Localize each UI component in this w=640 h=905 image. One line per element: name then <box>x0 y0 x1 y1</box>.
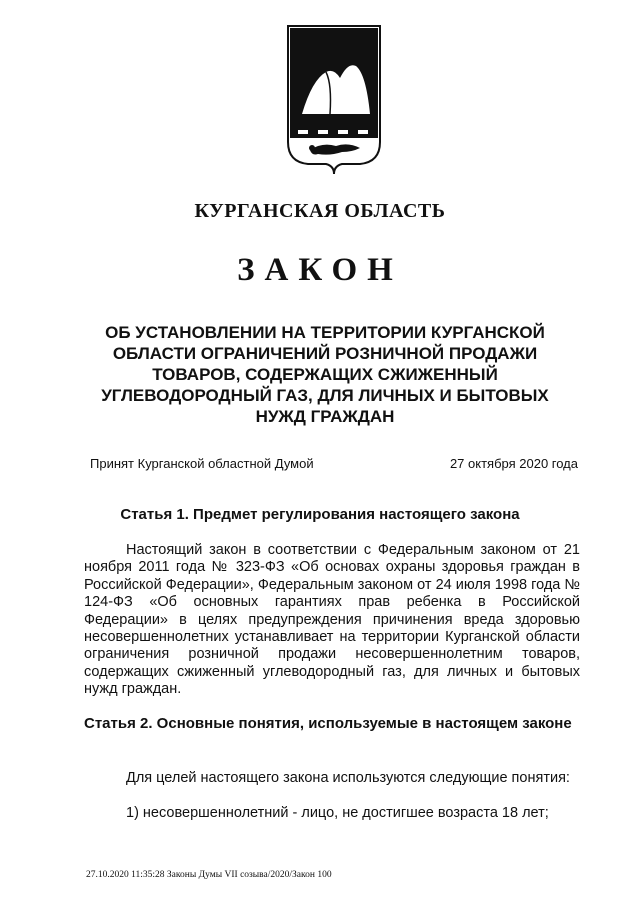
footer-stamp: 27.10.2020 11:35:28 Законы Думы VII созыва/2020/Закон 100 <box>86 870 332 880</box>
article-2-intro: Для целей настоящего закона используются следующие понятия: <box>126 770 570 786</box>
article-1-heading: Статья 1. Предмет регулирования настоящего закона <box>120 506 520 523</box>
law-title <box>90 322 560 427</box>
law-title-line: ТОВАРОВ, СОДЕРЖАЩИХ СЖИЖЕННЫЙ <box>152 365 498 384</box>
law-title-line: НУЖД ГРАЖДАН <box>255 407 395 426</box>
region-heading: КУРГАНСКАЯ ОБЛАСТЬ <box>194 200 446 222</box>
kurgan-coat-of-arms-icon <box>282 22 386 180</box>
law-title-line: УГЛЕВОДОРОДНЫЙ ГАЗ, ДЛЯ ЛИЧНЫХ И БЫТОВЫХ <box>101 386 549 405</box>
adoption-line <box>90 456 578 471</box>
article-2-item-1: 1) несовершеннолетний - лицо, не достигшее возраста 18 лет; <box>126 805 549 821</box>
law-title-line: ОБЛАСТИ ОГРАНИЧЕНИЙ РОЗНИЧНОЙ ПРОДАЖИ <box>112 344 538 363</box>
adopted-by: Принят Курганской областной Думой <box>90 456 314 471</box>
article-1-text: Настоящий закон в соответствии с Федеральным законом от 21 ноября 2011 года № 323-ФЗ «Об основах охраны здоровья граждан в Российской Федерации», Федеральным законом от 24 июля 1998 года № 124-ФЗ «Об основных гарантиях прав ребенка в Российской Федерации» в целях предупреждения причинения вреда здоровью несовершеннолетних устанавливает на территории Курганской области ограничения розничной продажи несовершеннолетним товаров, содержащих сжиженный углеводородный газ, для личных и бытовых нужд граждан. <box>84 542 580 698</box>
article-2-heading: Статья 2. Основные понятия, используемые в настоящем законе <box>84 715 572 732</box>
law-heading: ЗАКОН <box>237 252 403 288</box>
adoption-date: 27 октября 2020 года <box>449 456 578 471</box>
law-title-line: ОБ УСТАНОВЛЕНИИ НА ТЕРРИТОРИИ КУРГАНСКОЙ <box>105 323 545 342</box>
